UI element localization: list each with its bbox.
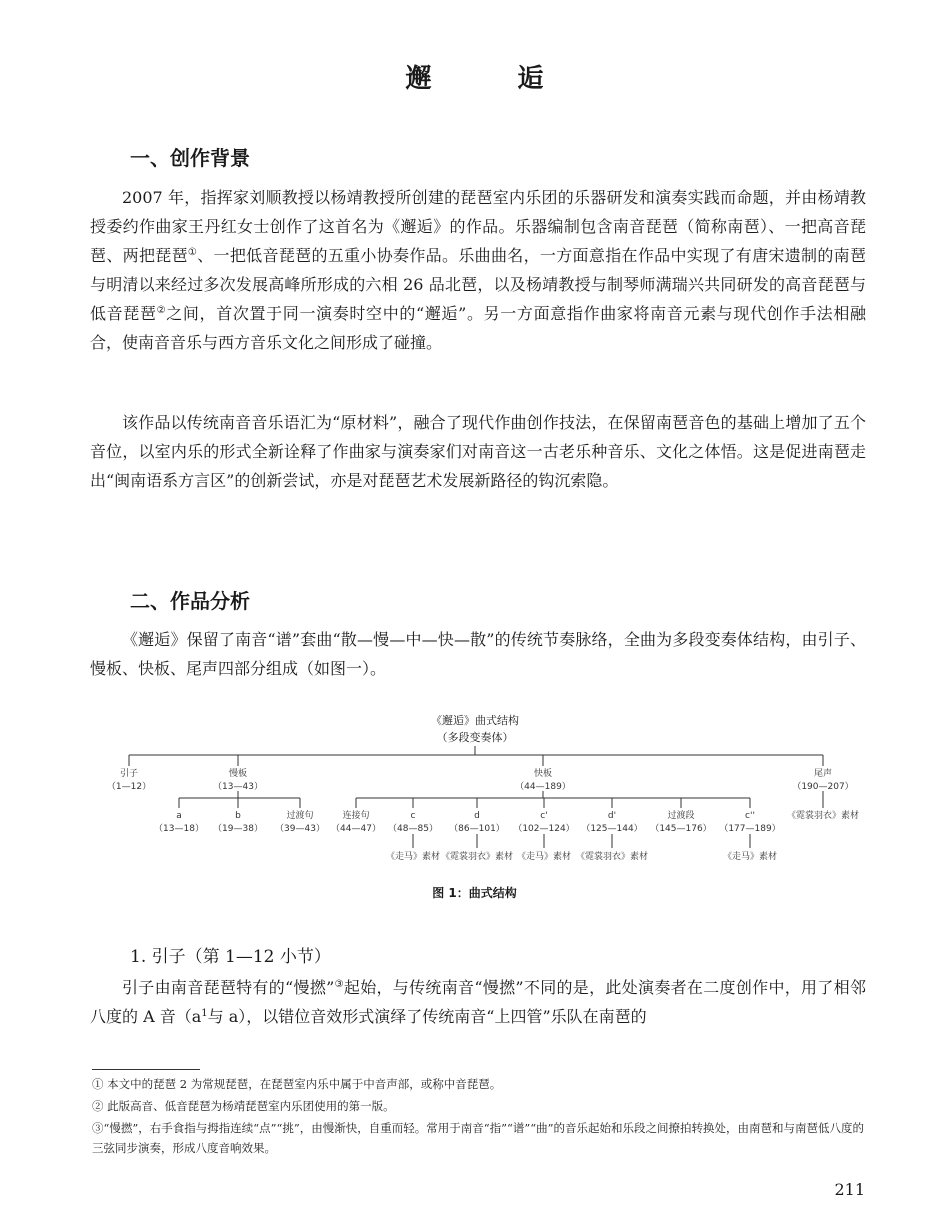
node-fast-d-name: d xyxy=(474,811,480,821)
para-text: 2007 年，指挥家刘顺教授以杨靖教授所创建的琵琶室内乐团的乐器研发和演奏实践而命题，并由杨靖教授委约作曲家王丹红女士创作了这首名为《邂逅》的作品。乐器编制包含南音琵琶（简称南琶）、一把高音琵琶、两把琵琶 xyxy=(90,188,866,265)
node-intro-name: 引子 xyxy=(119,769,139,779)
node-fast-range: （44—189） xyxy=(515,782,571,792)
para-text: 起始，与传统南音“慢撚”不同的是，此处演奏者在二度创作中，用了相邻八度的 A 音（a xyxy=(90,978,866,1026)
node-fast-c1-range: （102—124） xyxy=(513,824,575,834)
para-text: 与 a），以错位音效形式演绎了传统南音“上四管”乐队在南琶的 xyxy=(207,1007,647,1026)
diagram-subtitle: （多段变奏体） xyxy=(436,731,514,744)
diagram-title: 《邂逅》曲式结构 xyxy=(431,714,519,727)
node-fast-c2-name: c'' xyxy=(745,811,755,821)
node-slow-range: （13—43） xyxy=(213,782,263,792)
section-heading-background: 一、创作背景 xyxy=(130,146,250,170)
paragraph-intro xyxy=(90,973,866,1031)
node-slow-b-range: （19—38） xyxy=(213,824,263,834)
node-slow-transition-range: （39—43） xyxy=(275,824,325,834)
section-heading-analysis: 二、作品分析 xyxy=(130,589,250,613)
node-fast-d-material: 《霓裳羽衣》素材 xyxy=(440,852,514,862)
footnote-3: ③“慢撚”，右手食指与拇指连续“点”“挑”，由慢渐快，自重而轻。常用于南音“指”“谱”“曲”的音乐起始和乐段之间撩拍转换处，由南琶和与南琶低八度的三弦同步演奏，形成八度音响效果。 xyxy=(92,1121,865,1155)
node-fast-link-range: （44—47） xyxy=(331,824,381,834)
node-fast-name: 快板 xyxy=(533,769,553,779)
node-slow-transition-name: 过渡句 xyxy=(286,811,314,821)
node-fast-c1-material: 《走马》素材 xyxy=(516,852,572,862)
node-fast-d1-material: 《霓裳羽衣》素材 xyxy=(575,852,649,862)
para-text: 引子由南音琵琶特有的“慢撚” xyxy=(122,978,335,997)
page-title: 邂 逅 xyxy=(405,64,574,94)
node-fast-transition-name: 过渡段 xyxy=(667,811,695,821)
node-intro-range: （1—12） xyxy=(106,782,152,792)
page-number: 211 xyxy=(834,1180,865,1199)
node-coda-range: （190—207） xyxy=(792,782,854,792)
footnote-ref-1[interactable]: ① xyxy=(187,247,198,258)
node-fast-d-range: （86—101） xyxy=(449,824,505,834)
footnote-ref-2[interactable]: ② xyxy=(156,305,167,316)
node-fast-c-name: c xyxy=(410,811,416,821)
node-fast-c-material: 《走马》素材 xyxy=(385,852,441,862)
footnote-1: ① 本文中的琵琶 2 为常规琵琶，在琵琶室内乐中属于中音声部，或称中音琵琶。 xyxy=(92,1077,502,1091)
node-coda-name: 尾声 xyxy=(813,769,833,779)
node-fast-d1-name: d' xyxy=(607,811,617,821)
node-slow-a-name: a xyxy=(176,811,182,821)
para-text: 之间，首次置于同一演奏时空中的“邂逅”。另一方面意指作曲家将南音元素与现代创作手法相融合，使南音音乐与西方音乐文化之间形成了碰撞。 xyxy=(90,304,866,352)
footnote-2: ② 此版高音、低音琵琶为杨靖琵琶室内乐团使用的第一版。 xyxy=(92,1099,395,1113)
node-fast-d1-range: （125—144） xyxy=(581,824,643,834)
node-slow-b-name: b xyxy=(235,811,241,821)
node-fast-link-name: 连接句 xyxy=(342,811,370,821)
paragraph-background-2: 该作品以传统南音音乐语汇为“原材料”，融合了现代作曲创作技法，在保留南琶音色的基础上增加了五个音位，以室内乐的形式全新诠释了作曲家与演奏家们对南音这一古老乐种音乐、文化之体悟。这是促进南琶走出“闽南语系方言区”的创新尝试，亦是对琵琶艺术发展新路径的钩沉索隐。 xyxy=(90,413,866,490)
node-fast-c2-material: 《走马》素材 xyxy=(722,852,778,862)
figure-caption: 图 1：曲式结构 xyxy=(432,886,517,900)
superscript: 1 xyxy=(201,1008,208,1019)
subsection-heading-intro: 1. 引子（第 1—12 小节） xyxy=(130,947,331,967)
node-fast-c-range: （48—85） xyxy=(388,824,438,834)
paragraph-analysis: 《邂逅》保留了南音“谱”套曲“散—慢—中—快—散”的传统节奏脉络，全曲为多段变奏体结构，由引子、慢板、快板、尾声四部分组成（如图一）。 xyxy=(90,630,866,678)
para-text: 、一把低音琵琶的五重小协奏作品。乐曲曲名，一方面意指在作品中实现了有唐宋遗制的南琶与明清以来经过多次发展高峰所形成的六相 26 品北琶，以及杨靖教授与制琴师满瑞兴共同研发的高音琵琶与低音琵琶 xyxy=(90,246,866,323)
node-fast-c2-range: （177—189） xyxy=(719,824,781,834)
node-coda-material: 《霓裳羽衣》素材 xyxy=(786,811,860,821)
node-fast-transition-range: （145—176） xyxy=(650,824,712,834)
footnote-divider xyxy=(92,1069,200,1070)
node-fast-c1-name: c' xyxy=(540,811,548,821)
footnote-ref-3[interactable]: ③ xyxy=(334,979,344,990)
node-slow-a-range: （13—18） xyxy=(154,824,204,834)
node-slow-name: 慢板 xyxy=(228,769,248,779)
